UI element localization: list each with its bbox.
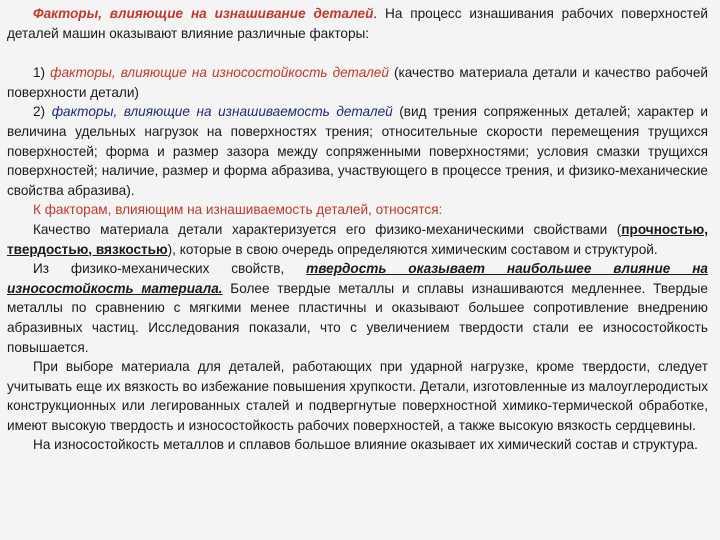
- term-wear-resistance: факторы, влияющие на износостойкость деталей: [50, 65, 389, 81]
- list-item-2: [7, 102, 708, 200]
- material-properties: прочностью, твердостью, вязкостью: [7, 221, 708, 257]
- material-quality-text-b: ), которые в свою очередь определяются химическим составом и структурой.: [167, 241, 658, 257]
- term-wearability: факторы, влияющие на изнашиваемость деталей: [51, 104, 393, 120]
- paragraph-hardness: [7, 259, 708, 357]
- intro-text: . На процесс изнашивания рабочих поверхностей деталей машин оказывают влияние различные факторы:: [7, 6, 708, 41]
- material-quality-text-a: Качество материала детали характеризуется его физико-механическими свойствами (: [33, 221, 622, 237]
- paragraph-chemical-composition: На износостойкость металлов и сплавов большое влияние оказывает их химический состав и структура.: [33, 437, 698, 453]
- paragraph-impact-load: При выборе материала для деталей, работающих при ударной нагрузке, кроме твердости, следует учитывать еще их вязкость во избежание повышения хрупкости. Детали, изготовленные из малоуглеродистых конструкционных или легированных сталей и подвергнутые поверхностной химико-термической обработке, имеют высокую твердость и износостойкость рабочих поверхностей, а также высокую вязкость сердцевины.: [7, 359, 708, 433]
- hardness-highlight: твердость оказывает наибольшее влияние на износостойкость материала.: [7, 261, 708, 296]
- list-number-1: 1): [33, 65, 51, 81]
- spacer: [7, 43, 708, 63]
- list-item-2-text: (вид трения сопряженных деталей; характер и величина удельных нагрузок на поверхностях трения; относительные скорости перемещения трущихся поверхностей; форма и размер зазора между сопряженными поверхностями; условия смазки трущихся поверхностей; наличие, размер и форма абразива, участвующего в процессе трения, и физико-механические свойства абразива).: [7, 104, 708, 198]
- paragraph-material-quality: [7, 220, 708, 259]
- list-item-1: [7, 63, 708, 102]
- list-item-1-text: (качество материала детали и качество рабочей поверхности детали): [7, 65, 708, 100]
- hardness-text-a: Из физико-механических свойств,: [33, 261, 307, 277]
- document-body: [7, 4, 708, 455]
- section-title: Факторы, влияющие на изнашивание деталей: [33, 6, 374, 21]
- paragraph-intro: [7, 4, 708, 43]
- hardness-text-b: Более твердые металлы и сплавы изнашиваются медленнее. Твердые металлы по сравнению с мягкими менее пластичны и оказывают большее сопротивление внедрению абразивных частиц. Исследования показали, что с увеличением твердости стали ее износостойкость повышается.: [7, 280, 708, 355]
- list-number-2: 2): [33, 104, 52, 120]
- factors-heading: К факторам, влияющим на изнашиваемость деталей, относятся:: [33, 202, 443, 218]
